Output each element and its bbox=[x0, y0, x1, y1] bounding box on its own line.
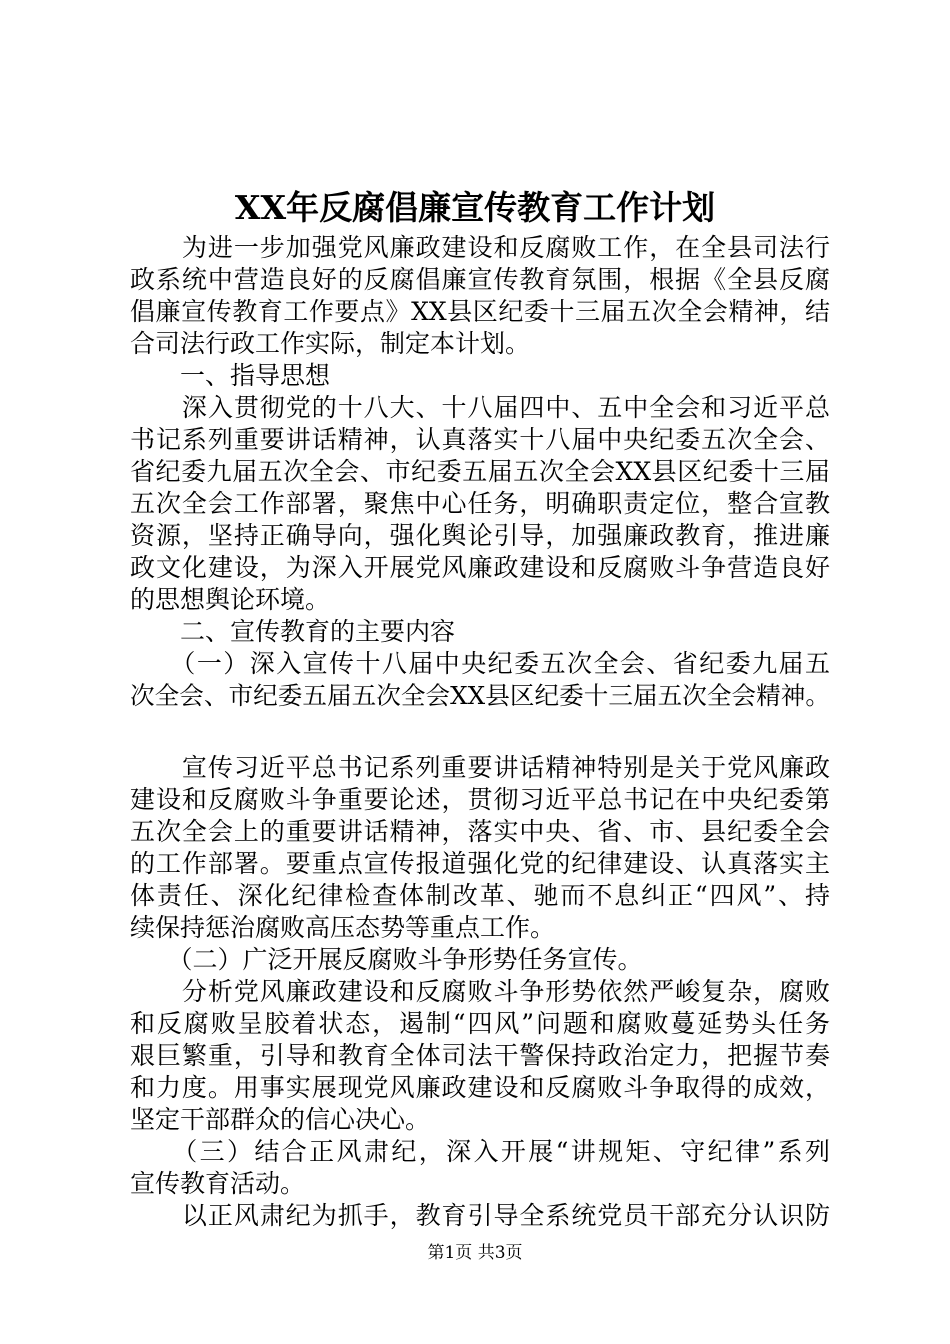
paragraph-line: 省纪委九届五次全会、市纪委五届五次全会XX县区纪委十三届 bbox=[130, 457, 830, 486]
paragraph-line: 次全会、市纪委五届五次全会XX县区纪委十三届五次全会精神。 bbox=[130, 681, 830, 710]
paragraph-line: 五次全会上的重要讲话精神，落实中央、省、市、县纪委全会 bbox=[130, 817, 830, 846]
paragraph-line: 政系统中营造良好的反腐倡廉宣传教育氛围，根据《全县反腐 bbox=[130, 265, 830, 294]
document-body bbox=[130, 232, 830, 1232]
paragraph-line: 一、指导思想 bbox=[130, 361, 331, 390]
paragraph-line: 以正风肃纪为抓手，教育引导全系统党员干部充分认识防 bbox=[130, 1201, 830, 1230]
paragraph-line: 资源，坚持正确导向，强化舆论引导，加强廉政教育，推进廉 bbox=[130, 521, 830, 550]
paragraph-line: 建设和反腐败斗争重要论述，贯彻习近平总书记在中央纪委第 bbox=[130, 785, 830, 814]
page-footer: 第1页 共3页 bbox=[427, 1243, 523, 1263]
paragraph-line: 倡廉宣传教育工作要点》XX县区纪委十三届五次全会精神，结 bbox=[130, 297, 830, 326]
paragraph-line: 为进一步加强党风廉政建设和反腐败工作，在全县司法行 bbox=[130, 233, 830, 262]
paragraph-line: 和反腐败呈胶着状态，遏制“四风”问题和腐败蔓延势头任务 bbox=[130, 1009, 830, 1038]
paragraph-line: 艰巨繁重，引导和教育全体司法干警保持政治定力，把握节奏 bbox=[130, 1041, 830, 1070]
document-title: XX年反腐倡廉宣传教育工作计划 bbox=[234, 188, 716, 227]
paragraph-line: 宣传习近平总书记系列重要讲话精神特别是关于党风廉政 bbox=[130, 753, 830, 782]
paragraph-line: 续保持惩治腐败高压态势等重点工作。 bbox=[130, 913, 556, 942]
blank-line bbox=[130, 712, 830, 752]
paragraph-line: （一）深入宣传十八届中央纪委五次全会、省纪委九届五 bbox=[130, 649, 830, 678]
paragraph-line: 的思想舆论环境。 bbox=[130, 585, 331, 614]
paragraph-line: 体责任、深化纪律检查体制改革、驰而不息纠正“四风”、持 bbox=[130, 881, 830, 910]
paragraph-line: （三）结合正风肃纪，深入开展“讲规矩、守纪律”系列 bbox=[130, 1137, 830, 1166]
paragraph-line: 合司法行政工作实际，制定本计划。 bbox=[130, 329, 531, 358]
paragraph-line: 五次全会工作部署，聚焦中心任务，明确职责定位，整合宣教 bbox=[130, 489, 830, 518]
paragraph-line: 深入贯彻党的十八大、十八届四中、五中全会和习近平总 bbox=[130, 393, 830, 422]
paragraph-line: 和力度。用事实展现党风廉政建设和反腐败斗争取得的成效， bbox=[130, 1073, 830, 1102]
paragraph-line: 政文化建设，为深入开展党风廉政建设和反腐败斗争营造良好 bbox=[130, 553, 830, 582]
paragraph-line: （二）广泛开展反腐败斗争形势任务宣传。 bbox=[130, 945, 643, 974]
paragraph-line: 分析党风廉政建设和反腐败斗争形势依然严峻复杂，腐败 bbox=[130, 977, 830, 1006]
paragraph-line: 坚定干部群众的信心决心。 bbox=[130, 1105, 431, 1134]
paragraph-line: 书记系列重要讲话精神，认真落实十八届中央纪委五次全会、 bbox=[130, 425, 830, 454]
paragraph-line: 的工作部署。要重点宣传报道强化党的纪律建设、认真落实主 bbox=[130, 849, 830, 878]
paragraph-line: 宣传教育活动。 bbox=[130, 1169, 306, 1198]
paragraph-line: 二、宣传教育的主要内容 bbox=[130, 617, 456, 646]
